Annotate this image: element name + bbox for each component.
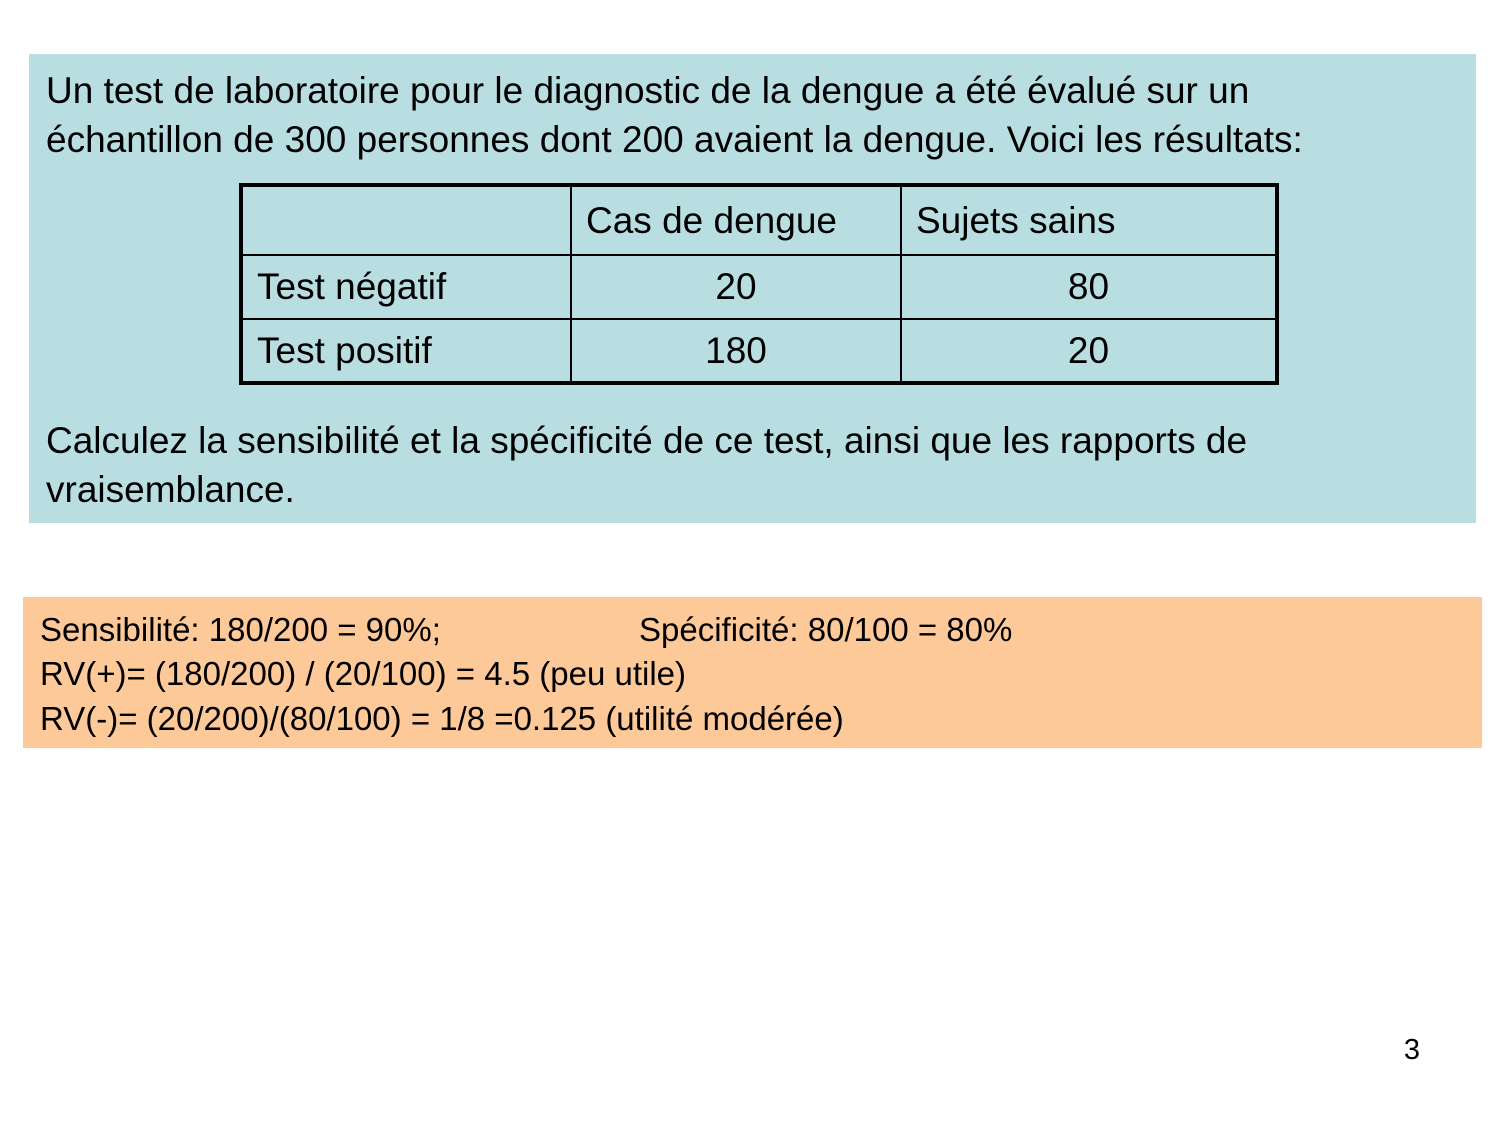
question-task-line-1: Calculez la sensibilité et la spécificité de ce test, ainsi que les rapports de [46,420,1248,461]
cell-negative-healthy: 80 [901,255,1277,319]
likelihood-ratio-positive: RV(+)= (180/200) / (20/100) = 4.5 (peu utile) [40,655,687,692]
table-header-row [241,185,1277,255]
specificity-text: Spécificité: 80/100 = 80% [639,611,1013,648]
page-number: 3 [1403,1034,1420,1066]
cell-negative-cases: 20 [571,255,901,319]
table-row [241,255,1277,319]
sensitivity-text: Sensibilité: 180/200 = 90%; [40,611,441,648]
results-table [239,183,1279,385]
question-intro [46,66,1471,164]
table-row [241,319,1277,383]
question-intro-line-2: échantillon de 300 personnes dont 200 avaient la dengue. Voici les résultats: [46,119,1303,160]
table-header-empty [241,185,571,255]
question-task [46,416,1471,514]
answer-box [23,597,1482,748]
cell-positive-cases: 180 [571,319,901,383]
table-header-healthy-subjects: Sujets sains [901,185,1277,255]
likelihood-ratio-negative: RV(-)= (20/200)/(80/100) = 1/8 =0.125 (utilité modérée) [40,700,844,737]
question-intro-line-1: Un test de laboratoire pour le diagnostic de la dengue a été évalué sur un [46,70,1250,111]
row-label-positive: Test positif [241,319,571,383]
answer-line-1 [40,608,1013,652]
cell-positive-healthy: 20 [901,319,1277,383]
table-header-dengue-cases: Cas de dengue [571,185,901,255]
question-task-line-2: vraisemblance. [46,469,295,510]
question-box [29,54,1476,523]
row-label-negative: Test négatif [241,255,571,319]
